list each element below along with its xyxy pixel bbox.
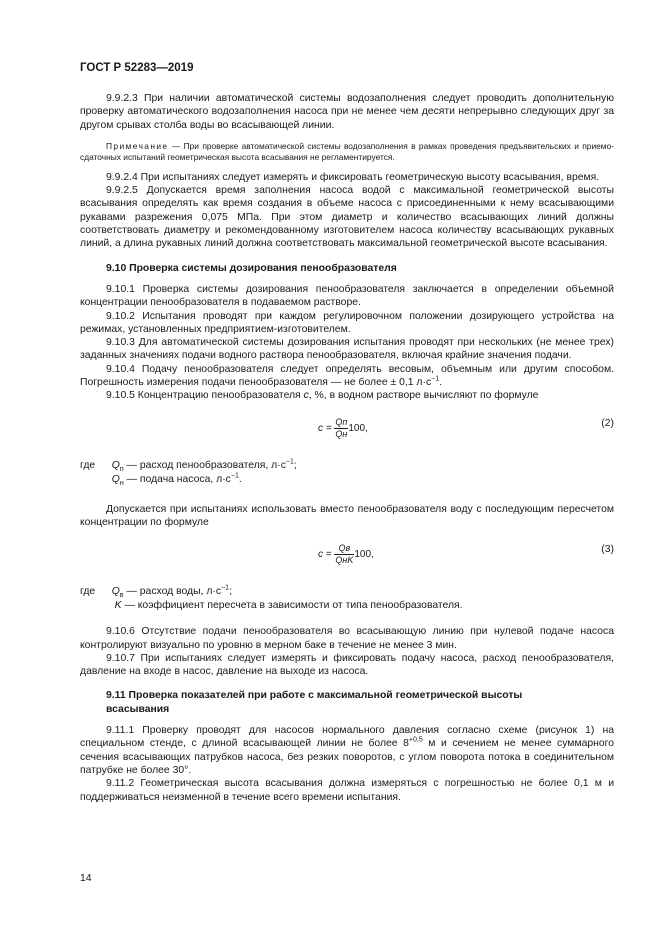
note-text: — При проверке автоматической системы водозаполнения в рамках проведения предъявительских и приемо-сдаточных испытаний геометрическая высота всасывания не регламентируется. — [80, 140, 614, 162]
paragraph-9-10-1: 9.10.1 Проверка системы дозирования пенообразователя заключается в определении объемной концентрации пенообразователя в подаваемом растворе. — [80, 283, 614, 309]
definition-end: ; — [229, 586, 232, 598]
paragraph-9-10-7: 9.10.7 При испытаниях следует измерять и фиксировать подачу насоса, расход пенообразователя, давление на входе в насос, давление на выходе из насоса. — [80, 652, 614, 678]
paragraph-9-11-1-text-a: 9.11.1 Проверку проводят для насосов нормального давления согласно схеме (рисунок 1) на специальном стенде, с длиной всасывающей линии не более 8 — [80, 725, 614, 750]
note — [80, 141, 614, 163]
formula-3-expression — [318, 543, 374, 566]
paragraph-end: . — [439, 377, 443, 389]
paragraph-9-10-4-text: 9.10.4 Подачу пенообразователя следует определять весовым, объемным или другим способом. Погрешность измерения подачи пенообразователя — не более ± 0,1 л·с — [80, 363, 614, 389]
where-def-qp — [106, 459, 297, 473]
formula-3 — [80, 539, 614, 577]
standard-header: ГОСТ Р 52283—2019 — [80, 62, 194, 74]
where-def-qn — [106, 473, 242, 487]
symbol-k: K — [114, 600, 122, 612]
unit-exponent: −1 — [285, 458, 294, 466]
paragraph-allow-water: Допускается при испытаниях использовать вместо пенообразователя воду с последующим пересчетом концентрации по формуле — [80, 503, 614, 528]
where-row — [80, 459, 614, 473]
formula-2-numerator: Qп — [335, 416, 348, 427]
unit-exponent: −1 — [230, 472, 239, 480]
tolerance-superscript: +0,5 — [408, 736, 423, 744]
paragraph-9-10-4 — [80, 363, 614, 390]
symbol-sub: н — [119, 479, 124, 487]
heading-line-1: 9.11 Проверка показателей при работе с максимальной геометрической высоты — [106, 690, 523, 702]
paragraph-9-11-1 — [80, 724, 614, 777]
definition-text: — подача насоса, л·с — [123, 473, 231, 485]
paragraph-9-10-3: 9.10.3 Для автоматической системы дозирования испытания проводят при нескольких (не менее трех) заданных значениях подачи водного раствора пенообразователя, включая крайние значения подачи. — [80, 337, 614, 362]
formula-3-fraction — [334, 543, 354, 566]
paragraph-9-9-2-5: 9.9.2.5 Допускается время заполнения насоса водой с максимальной геометрической высоты всасывания определять как время создания в объеме насоса с присоединенными к нему всасывающими рукавами разрежения 0,075 МПа. При этом диаметр и количество всасывающих линий должны соответствовать диаметру и рекомендованному изготовителем насоса количеству всасывающих рукавных линий, а длина рукавных линий должна соответствовать максимальной геометрической высоте всасывания. — [80, 185, 614, 250]
where-label: где — [80, 586, 96, 598]
paragraph-9-11-1-text-b: м и сечением не менее суммарного сечения всасывающих патрубков насоса, без резких поворотов, с углом поворота потока в соединительном патрубке не более 30°. — [80, 738, 615, 776]
where-row — [80, 473, 614, 487]
variable-c: c — [303, 390, 309, 402]
formula-3-denominator: QнK — [335, 555, 354, 566]
unit-exponent: −1 — [221, 584, 230, 592]
paragraph-9-10-5-text-a: 9.10.5 Концентрацию пенообразователя — [106, 390, 304, 402]
formula-2 — [80, 413, 614, 451]
formula-2-lhs: c = — [318, 422, 332, 434]
formula-3-lhs: c = — [318, 549, 332, 561]
unit-exponent: −1 — [431, 375, 440, 383]
paragraph-9-9-2-3: 9.9.2.3 При наличии автоматической системы водозаполнения следует проводить дополнительную проверку автоматического водозаполнения насоса при не менее чем десяти непрерывно следующих друг за другом срывах столба воды во всасывающей линии. — [80, 93, 614, 131]
where-def-k — [106, 599, 463, 613]
page-number: 14 — [80, 873, 92, 884]
formula-3-number: (3) — [601, 544, 614, 556]
symbol-sub: в — [119, 592, 124, 600]
paragraph-9-10-5-text-b: , %, в водном растворе вычисляют по формуле — [308, 390, 539, 402]
paragraph-9-10-5 — [80, 389, 614, 402]
formula-3-numerator: Qв — [334, 543, 354, 555]
symbol-q: Q — [111, 459, 120, 471]
where-block-1 — [80, 459, 614, 487]
page-body — [80, 92, 614, 804]
section-heading-9-11 — [80, 689, 614, 716]
symbol-q: Q — [111, 586, 120, 598]
symbol-q: Q — [111, 473, 120, 485]
formula-2-tail: 100, — [348, 422, 368, 434]
paragraph-9-10-6: 9.10.6 Отсутствие подачи пенообразователя во всасывающую линию при нулевой подаче насоса контролируют визуально по уровню в мерном баке в течение не менее 3 мин. — [80, 626, 614, 651]
note-label: Примечание — [106, 140, 169, 151]
paragraph-9-9-2-4: 9.9.2.4 При испытаниях следует измерять и фиксировать геометрическую высоту всасывания, время. — [106, 171, 600, 183]
paragraph-9-10-2: 9.10.2 Испытания проводят при каждом регулировочном положении дозирующего устройства на режимах, установленных предприятием-изготовителем. — [80, 310, 614, 335]
definition-text: — коэффициент пересчета в зависимости от типа пенообразователя. — [121, 600, 463, 612]
formula-2-denominator: Qн — [335, 428, 348, 439]
definition-text: — расход пенообразователя, л·с — [123, 459, 286, 471]
definition-end: ; — [293, 459, 297, 471]
formula-2-expression — [318, 417, 368, 440]
heading-line-2: всасывания — [106, 703, 170, 715]
symbol-sub: п — [119, 465, 124, 473]
definition-text: — расход воды, л·с — [123, 586, 222, 598]
where-block-2 — [80, 585, 614, 613]
paragraph-9-11-2: 9.11.2 Геометрическая высота всасывания должна измеряться с погрешностью не более 0,1 м и поддерживаться неизменной в течение всего времени испытания. — [80, 778, 614, 803]
definition-end: . — [238, 473, 242, 485]
formula-3-tail: 100, — [354, 549, 374, 561]
where-def-qv — [106, 585, 232, 599]
section-heading-9-10: 9.10 Проверка системы дозирования пенообразователя — [106, 262, 397, 274]
where-label: где — [80, 459, 96, 471]
formula-2-number: (2) — [601, 417, 614, 429]
formula-2-fraction — [334, 417, 348, 440]
where-row — [80, 599, 614, 613]
where-row — [80, 585, 614, 599]
